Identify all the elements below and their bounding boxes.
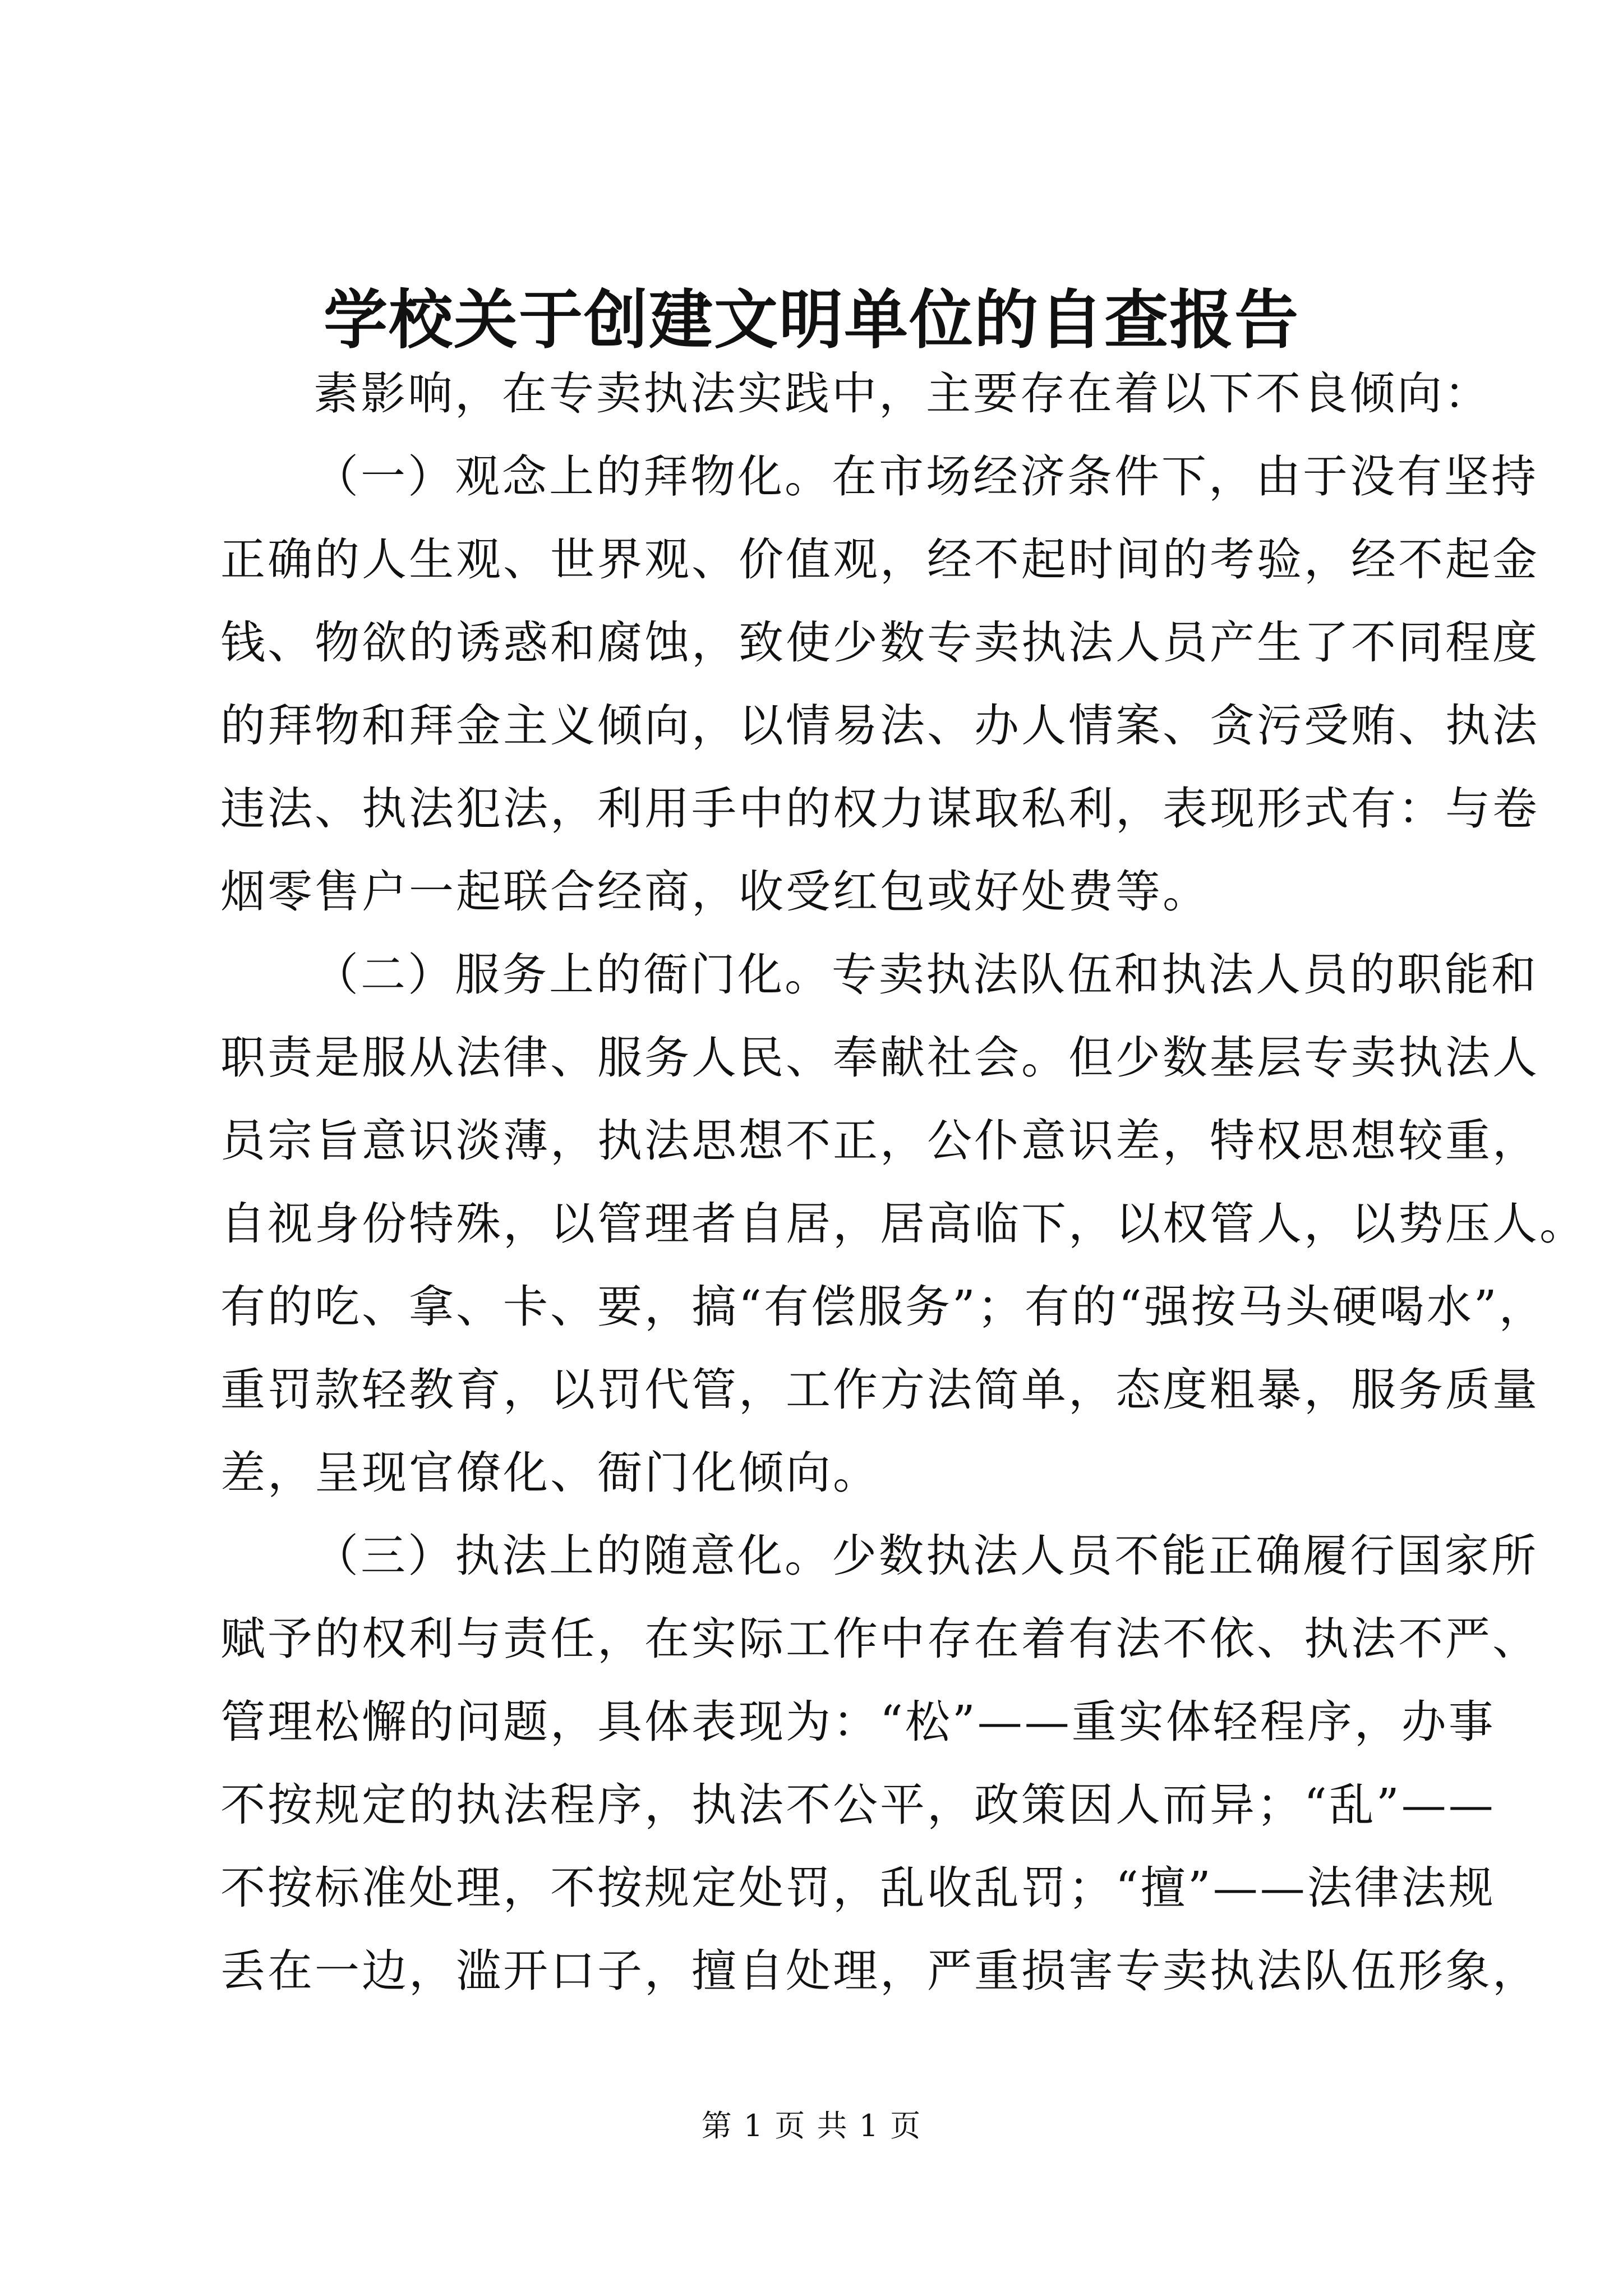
page-title: 学校关于创建文明单位的自查报告 (323, 282, 1299, 357)
text-line: 有的吃、拿、卡、要，搞“有偿服务”；有的“强按马头硬喝水”， (220, 1281, 1546, 1333)
text-line: 丢在一边，滥开口子，擅自处理，严重损害专卖执法队伍形象， (220, 1945, 1539, 1997)
document-body (220, 352, 1587, 2013)
text-line: 自视身份特殊，以管理者自居，居高临下，以权管人，以势压人。 (220, 1198, 1587, 1250)
text-line: 素影响，在专卖执法实践中，主要存在着以下不良倾向： (313, 367, 1491, 420)
text-line: （三）执法上的随意化。少数执法人员不能正确履行国家所 (313, 1530, 1538, 1582)
text-line: 员宗旨意识淡薄，执法思想不正，公仆意识差，特权思想较重， (220, 1115, 1539, 1167)
text-line: 不按标准处理，不按规定处罚，乱收乱罚；“擅”——法律法规 (220, 1862, 1496, 1914)
text-line: 钱、物欲的诱惑和腐蚀，致使少数专卖执法人员产生了不同程度 (220, 616, 1539, 669)
page-footer: 第 1 页 共 1 页 (701, 2108, 922, 2143)
text-line: 赋予的权利与责任，在实际工作中存在着有法不依、执法不严、 (220, 1613, 1539, 1665)
text-line: 违法、执法犯法，利用手中的权力谋取私利，表现形式有：与卷 (220, 783, 1539, 835)
text-line: 重罚款轻教育，以罚代管，工作方法简单，态度粗暴，服务质量 (220, 1364, 1539, 1416)
text-line: （一）观念上的拜物化。在市场经济条件下，由于没有坚持 (313, 450, 1538, 503)
text-line: 正确的人生观、世界观、价值观，经不起时间的考验，经不起金 (220, 533, 1539, 586)
text-line: （二）服务上的衙门化。专卖执法队伍和执法人员的职能和 (313, 949, 1538, 1001)
text-line: 的拜物和拜金主义倾向，以情易法、办人情案、贪污受贿、执法 (220, 700, 1539, 752)
text-line: 不按规定的执法程序，执法不公平，政策因人而异；“乱”—— (220, 1779, 1496, 1831)
text-line: 差，呈现官僚化、衙门化倾向。 (220, 1447, 880, 1499)
text-line: 管理松懈的问题，具体表现为：“松”——重实体轻程序，办事 (220, 1696, 1496, 1748)
text-line: 职责是服从法律、服务人民、奉献社会。但少数基层专卖执法人 (220, 1032, 1539, 1084)
text-line: 烟零售户一起联合经商，收受红包或好处费等。 (220, 866, 1210, 918)
